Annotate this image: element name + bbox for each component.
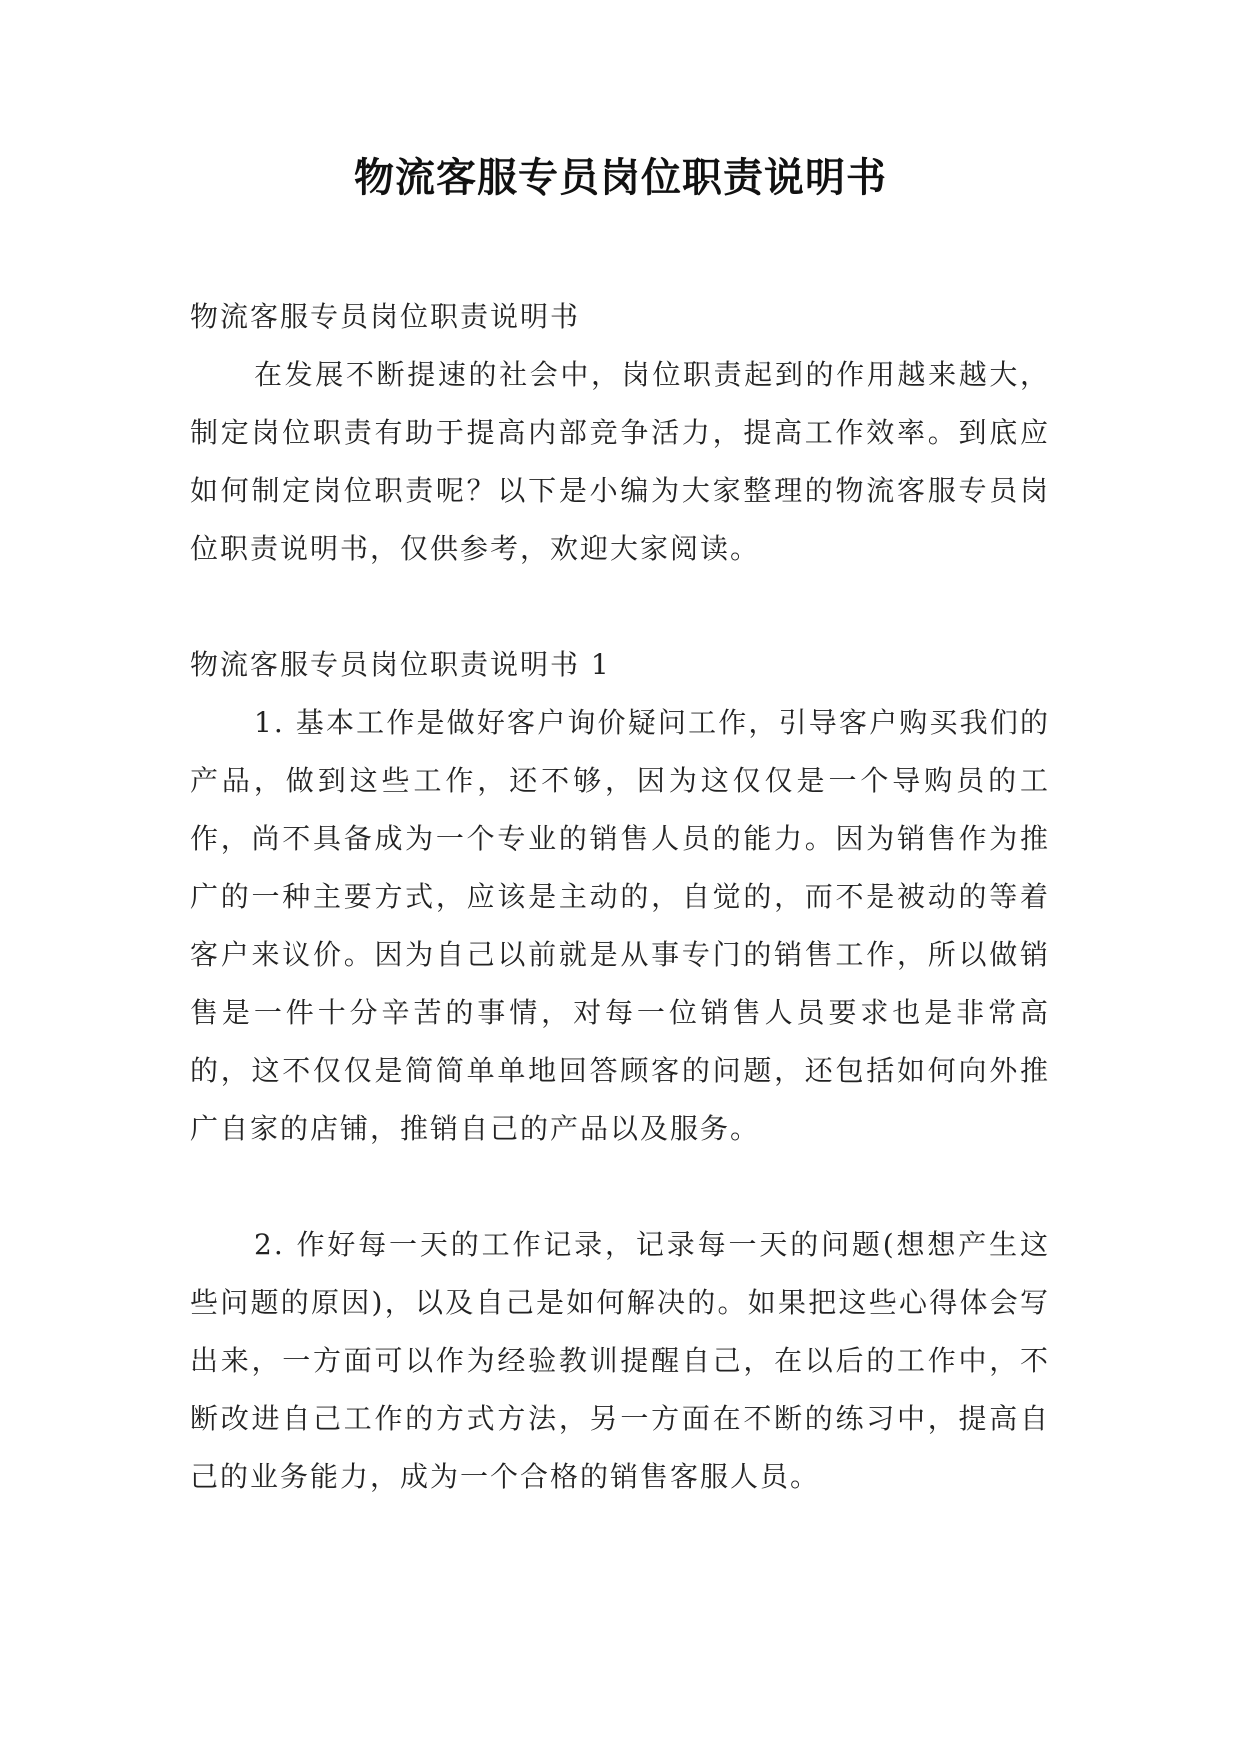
document-subtitle: 物流客服专员岗位职责说明书 [190, 300, 581, 333]
intro-paragraph: 在发展不断提速的社会中，岗位职责起到的作用越来越大，制定岗位职责有助于提高内部竞争活力，提高工作效率。到底应如何制定岗位职责呢？以下是小编为大家整理的物流客服专员岗位职责说明书，仅供参考，欢迎大家阅读。 [190, 358, 1050, 565]
section-title: 物流客服专员岗位职责说明书 1 [190, 648, 611, 681]
duty-item-2: 2. 作好每一天的工作记录，记录每一天的问题(想想产生这些问题的原因)，以及自己是如何解决的。如果把这些心得体会写出来，一方面可以作为经验教训提醒自己，在以后的工作中，不断改进自己工作的方式方法，另一方面在不断的练习中，提高自己的业务能力，成为一个合格的销售客服人员。 [190, 1228, 1050, 1493]
duty-item-1: 1. 基本工作是做好客户询价疑问工作，引导客户购买我们的产品，做到这些工作，还不够，因为这仅仅是一个导购员的工作，尚不具备成为一个专业的销售人员的能力。因为销售作为推广的一种主要方式，应该是主动的，自觉的，而不是被动的等着客户来议价。因为自己以前就是从事专门的销售工作，所以做销售是一件十分辛苦的事情，对每一位销售人员要求也是非常高的，这不仅仅是简简单单地回答顾客的问题，还包括如何向外推广自家的店铺，推销自己的产品以及服务。 [190, 706, 1050, 1145]
document-title: 物流客服专员岗位职责说明书 [354, 154, 887, 201]
